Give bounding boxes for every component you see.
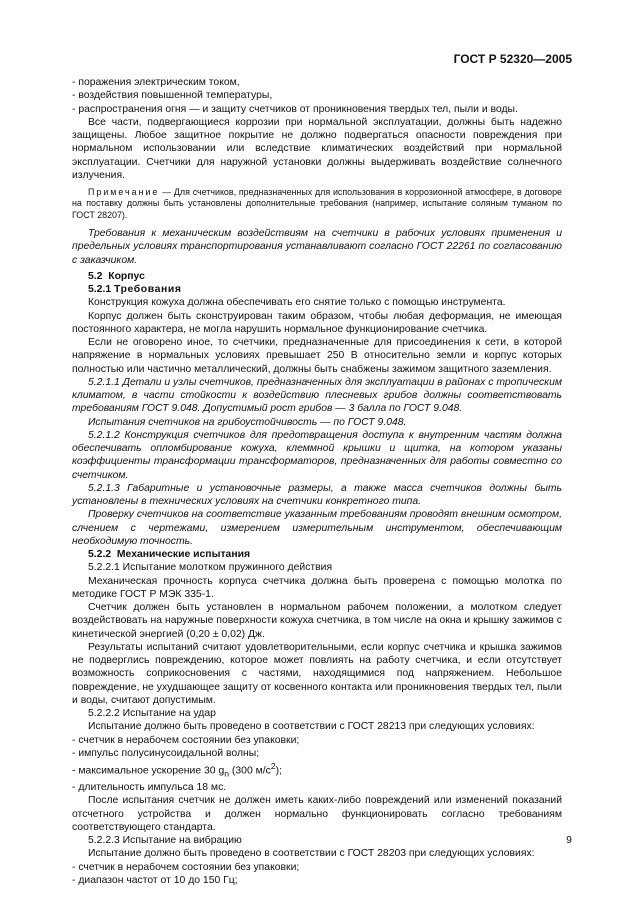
- list-item: - диапазон частот от 10 до 150 Гц;: [72, 874, 238, 886]
- section-title: Механические испытания: [116, 549, 251, 561]
- paragraph: Испытание должно быть проведено в соответствии с ГОСТ 28213 при следующих условиях:: [88, 721, 535, 733]
- note: [72, 187, 562, 221]
- list-item: - счетчик в нерабочем состоянии без упаковки;: [72, 861, 300, 873]
- note-label: Примечание: [88, 187, 160, 197]
- paragraph-corrosion: Все части, подвергающиеся коррозии при нормальной эксплуатации, должны быть надежно защищены. Любое защитное покрытие не должно подвергаться опасности повреждения при нормальном использовании или вследствие климатических воздействий при нормальной эксплуатации. Счетчики для наружной установки должны выдерживать воздействие солнечного излучения.: [72, 116, 562, 181]
- paragraph-fungus-test: Испытания счетчиков на грибоустойчивость — по ГОСТ 9.048.: [88, 416, 407, 428]
- paragraph-5-2-1-2: 5.2.1.2 Конструкция счетчиков для предотвращения доступа к внутренним частям должна обеспечивать опломбирование кожуха, клеммной крышки и щитка, на котором указаны коэффициенты трансформации трансформаторов, предназначенных для работы совместно со счетчиком.: [72, 429, 562, 481]
- section-number: 5.2: [88, 270, 103, 282]
- list-item: - воздействия повышенной температуры,: [72, 90, 273, 102]
- accel-suffix: );: [275, 765, 283, 777]
- paragraph-5-2-1-1: 5.2.1.1 Детали и узлы счетчиков, предназначенных для эксплуатации в районах с тропическим климатом, в части стойкости к воздействию плесневых грибов должны соответствовать требованиям ГОСТ 9.048. Допустимый рост грибов — 3 балла по ГОСТ 9.048.: [72, 376, 562, 415]
- list-item: - распространения огня — и защиту счетчиков от проникновения твердых тел, пыли и воды.: [72, 103, 518, 115]
- section-heading-5-2: [72, 270, 562, 283]
- accel-subscript: n: [224, 768, 230, 779]
- paragraph: Корпус должен быть сконструирован таким образом, чтобы любая деформация, не имеющая постоянного характера, не могла нарушить нормальное функционирование счетчика.: [72, 310, 562, 335]
- paragraph: Если не оговорено иное, то счетчики, предназначенные для присоединения к сети, в которой напряжение в нормальных условиях превышает 250 В относительно земли и корпус которых полностью или частично металлический, должны быть снабжены зажимом защитного заземления.: [72, 337, 562, 375]
- paragraph: Испытание должно быть проведено в соответствии с ГОСТ 28203 при следующих условиях:: [88, 848, 535, 860]
- section-number: 5.2.1: [88, 284, 112, 296]
- list-item: - поражения электрическим током,: [72, 77, 240, 88]
- accel-prefix: - максимальное ускорение 30 g: [72, 765, 225, 777]
- paragraph: Механическая прочность корпуса счетчика должна быть проверена с помощью молотка по методике ГОСТ Р МЭК 335-1.: [72, 575, 562, 600]
- paragraph-5-2-1-3: 5.2.1.3 Габаритные и установочные размеры, а также масса счетчиков должны быть установлены в технических условиях на счетчики конкретного типа.: [72, 482, 562, 508]
- document-body: [72, 76, 562, 887]
- paragraph: Результаты испытаний считают удовлетворительными, если корпус счетчика и крышка зажимов не подверглись повреждению, которое может повлиять на работу счетчика, и если отсутствует возможность соприкосновения с частями, находящимися под напряжением. Небольшое повреждение, не ухудшающее защиту от косвенного контакта или проникновения твердых тел, пыли и воды, считают допустимым.: [72, 641, 562, 706]
- paragraph: После испытания счетчик не должен иметь каких-либо повреждений или изменений показаний отсчетного устройства и должен нормально функционировать согласно требованиям соответствующего стандарта.: [72, 795, 562, 833]
- list-item: - счетчик в нерабочем состоянии без упаковки;: [72, 734, 300, 746]
- paragraph: Счетчик должен быть установлен в нормальном рабочем положении, а молотком следует воздействовать на наружные поверхности кожуха счетчика, в том числе на окна и крышку зажимов с кинетической энергией (0,20 ± 0,02) Дж.: [72, 602, 562, 640]
- accel-value: (300 м/с: [229, 765, 271, 777]
- list-item: - импульс полусинусоидальной волны;: [72, 747, 260, 759]
- note-text: — Для счетчиков, предназначенных для использования в коррозионной атмосфере, в договоре на поставку должны быть установлены дополнительные требования (например, испытание соляным туманом по ГОСТ 28207).: [72, 187, 562, 220]
- list-item-acceleration: [72, 760, 562, 781]
- accel-superscript: 2: [270, 761, 276, 772]
- subsection-heading-5-2-2-2: 5.2.2.2 Испытание на удар: [88, 708, 216, 720]
- list-item: - длительность импульса 18 мс.: [72, 782, 227, 794]
- section-title: Корпус: [108, 270, 145, 282]
- subsection-heading-5-2-2-1: 5.2.2.1 Испытание молотком пружинного действия: [88, 562, 333, 574]
- paragraph-mechanical-requirements: Требования к механическим воздействиям на счетчики в рабочих условиях применения и предельных условиях транспортирования устанавливают согласно ГОСТ 22261 по согласованию с заказчиком.: [72, 228, 562, 266]
- paragraph-verification: Проверку счетчиков на соответствие указанным требованиям проводят внешним осмотром, слчением с чертежами, измерением измерительным инструментом, обеспечивающим необходимую точность.: [72, 509, 562, 547]
- section-title: Требования: [114, 284, 182, 296]
- page-number: 9: [566, 834, 572, 846]
- paragraph: Конструкция кожуха должна обеспечивать его снятие только с помощью инструмента.: [88, 297, 506, 309]
- standard-code: ГОСТ Р 52320—2005: [453, 52, 572, 66]
- section-heading-5-2-1: [72, 283, 562, 296]
- section-number: 5.2.2: [88, 549, 112, 561]
- subsection-heading-5-2-2-3: 5.2.2.3 Испытание на вибрацию: [88, 835, 242, 847]
- section-heading-5-2-2: [72, 548, 562, 561]
